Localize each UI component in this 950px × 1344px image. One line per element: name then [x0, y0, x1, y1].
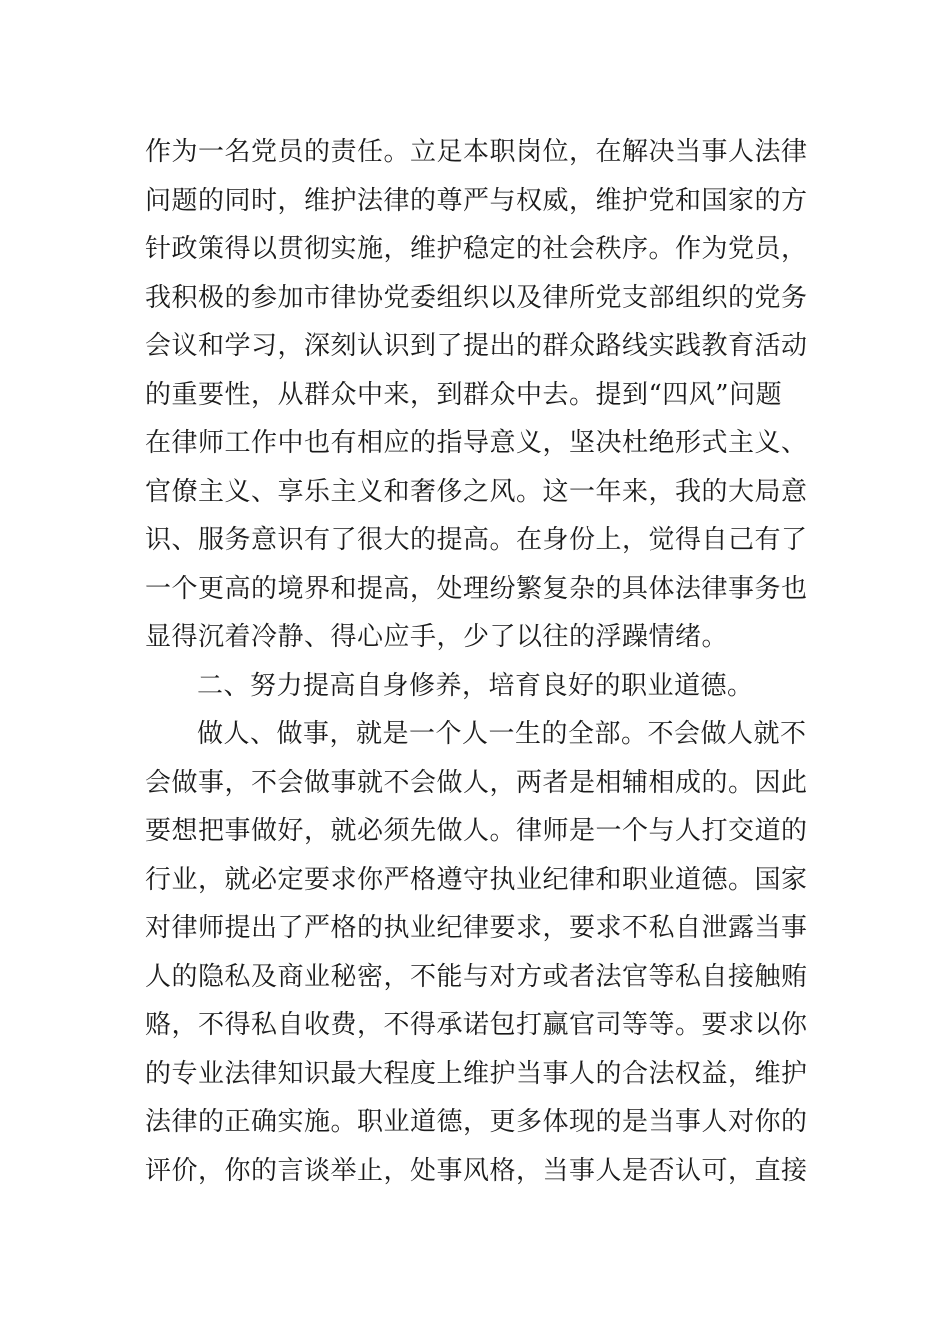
text-line: 行业，就必定要求你严格遵守执业纪律和职业道德。国家: [145, 864, 808, 895]
text-line: 我积极的参加市律协党委组织以及律所党支部组织的党务: [145, 282, 808, 313]
text-line: 法律的正确实施。职业道德，更多体现的是当事人对你的: [145, 1107, 808, 1137]
text-line: 的重要性，从群众中来，到群众中去。提到“四风”问题: [145, 379, 783, 410]
text-line: 会做事，不会做事就不会做人，两者是相辅相成的。因此: [145, 767, 808, 798]
text-line: 作为一名党员的责任。立足本职岗位，在解决当事人法律: [145, 137, 808, 167]
text-line: 问题的同时，维护法律的尊严与权威，维护党和国家的方: [145, 185, 808, 216]
text-line: 针政策得以贯彻实施，维护稳定的社会秩序。作为党员，: [145, 234, 808, 264]
text-line: 对律师提出了严格的执业纪律要求，要求不私自泄露当事: [145, 913, 808, 943]
text-line: 一个更高的境界和提高，处理纷繁复杂的具体法律事务也: [145, 573, 808, 604]
text-line: 显得沉着冷静、得心应手，少了以往的浮躁情绪。: [145, 622, 729, 652]
text-line: 在律师工作中也有相应的指导意义，坚决杜绝形式主义、: [145, 428, 808, 458]
text-line: 赂，不得私自收费，不得承诺包打赢官司等等。要求以你: [145, 1010, 808, 1040]
text-line: 做人、做事，就是一个人一生的全部。不会做人就不: [197, 719, 807, 749]
text-line: 会议和学习，深刻认识到了提出的群众路线实践教育活动: [145, 331, 808, 361]
text-line: 人的隐私及商业秘密，不能与对方或者法官等私自接触贿: [145, 961, 808, 992]
text-line: 官僚主义、享乐主义和奢侈之风。这一年来，我的大局意: [145, 476, 808, 507]
text-line: 的专业法律知识最大程度上维护当事人的合法权益，维护: [145, 1058, 808, 1089]
text-line: 评价，你的言谈举止，处事风格，当事人是否认可，直接: [145, 1155, 808, 1186]
text-line: 二、努力提高自身修养，培育良好的职业道德。: [197, 670, 754, 701]
text-line: 识、服务意识有了很大的提高。在身份上，觉得自己有了: [145, 525, 808, 555]
body-text: [145, 128, 815, 1195]
text-line: 要想把事做好，就必须先做人。律师是一个与人打交道的: [145, 816, 808, 846]
